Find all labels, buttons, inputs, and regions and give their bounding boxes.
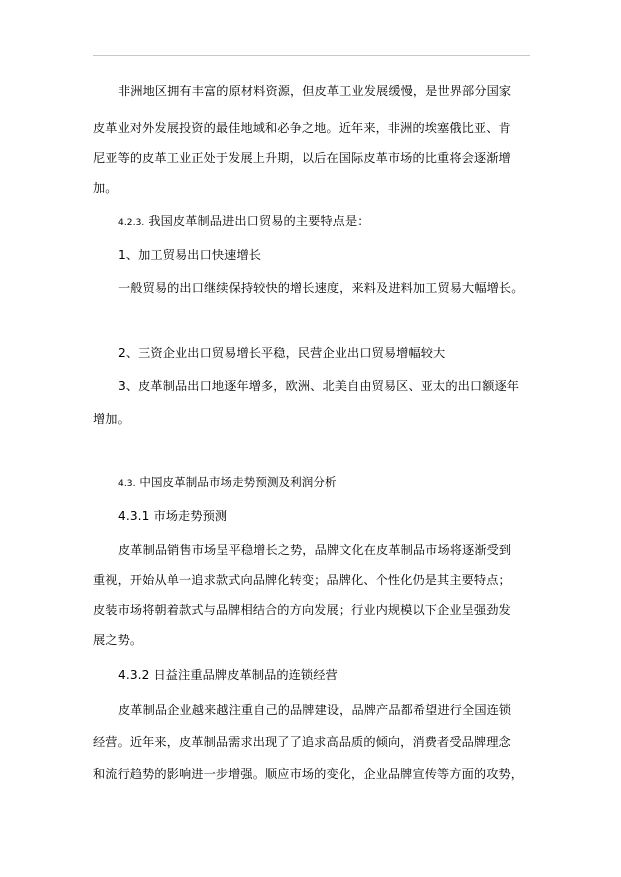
- para-432-line-2: 经营。近年来，皮革制品需求出现了了追求高品质的倾向，消费者受品牌理念: [93, 735, 511, 749]
- para-africa-line-2: 皮革业对外发展投资的最佳地域和必争之地。近年来，非洲的埃塞俄比亚、肯: [93, 121, 511, 135]
- para-431-line-2: 重视，开始从单一追求款式向品牌化转变；品牌化、个性化仍是其主要特点；: [93, 573, 511, 587]
- para-431-line-3: 皮装市场将朝着款式与品牌相结合的方向发展；行业内规模以下企业呈强劲发: [93, 603, 511, 617]
- heading-4-3-number: 4.3.: [118, 479, 136, 489]
- para-432-line-1: 皮革制品企业越来越注重自己的品牌建设，品牌产品都希望进行全国连锁: [118, 703, 512, 717]
- para-431-line-1: 皮革制品销售市场呈平稳增长之势，品牌文化在皮革制品市场将逐渐受到: [118, 543, 512, 557]
- para-431-line-4: 展之势。: [93, 633, 143, 647]
- heading-4-2-3: [118, 213, 370, 231]
- heading-4-3-text: 中国皮革制品市场走势预测及利润分析: [139, 475, 337, 489]
- heading-4-3: [118, 474, 337, 492]
- point-3-line-1: 3、皮革制品出口地逐年增多，欧洲、北美自由贸易区、亚太的出口额逐年: [118, 379, 520, 393]
- heading-4-3-2: 4.3.2 日益注重品牌皮革制品的连锁经营: [118, 668, 338, 682]
- para-432-line-3: 和流行趋势的影响进一步增强。顺应市场的变化，企业品牌宣传等方面的攻势，: [93, 767, 524, 781]
- para-africa-line-3: 尼亚等的皮革工业正处于发展上升期，以后在国际皮革市场的比重将会逐渐增: [93, 151, 511, 165]
- heading-4-3-1: 4.3.1 市场走势预测: [118, 509, 228, 523]
- heading-4-2-3-number: 4.2.3.: [118, 218, 145, 228]
- para-africa-line-4: 加。: [93, 181, 118, 195]
- point-1-title: 1、加工贸易出口快速增长: [118, 248, 262, 262]
- point-3-line-2: 增加。: [93, 412, 130, 426]
- para-africa-line-1: 非洲地区拥有丰富的原材料资源，但皮革工业发展缓慢，是世界部分国家: [118, 84, 512, 98]
- header-rule: [93, 55, 530, 56]
- heading-4-2-3-text: 我国皮革制品进出口贸易的主要特点是：: [148, 214, 370, 228]
- point-2-title: 2、三资企业出口贸易增长平稳，民营企业出口贸易增幅较大: [118, 346, 446, 360]
- point-1-body: 一般贸易的出口继续保持较快的增长速度，来料及进料加工贸易大幅增长。: [118, 281, 524, 295]
